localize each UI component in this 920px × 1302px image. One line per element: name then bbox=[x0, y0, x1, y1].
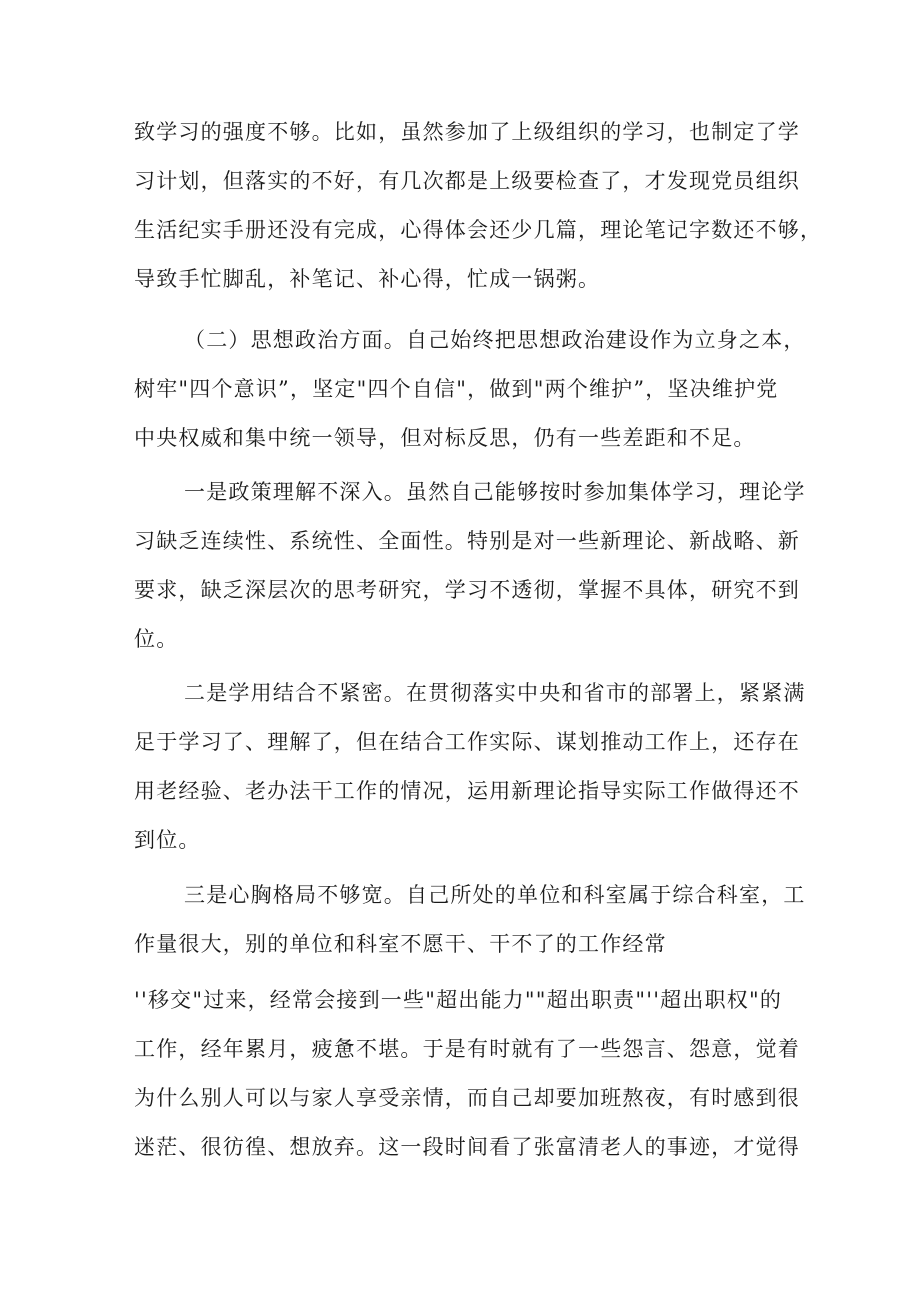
text-line: 为什么别人可以与家人享受亲情，而自己却要加班熬夜，有时感到很 bbox=[134, 1086, 800, 1110]
text-line: 迷茫、很彷徨、想放弃。这一段时间看了张富清老人的事迹，才觉得 bbox=[134, 1135, 800, 1159]
section-heading-line: （二）思想政治方面。自己始终把思想政治建设作为立身之本， bbox=[184, 328, 806, 352]
text-line: 一是政策理解不深入。虽然自己能够按时参加集体学习，理论学 bbox=[184, 480, 806, 504]
text-line: 作量很大，别的单位和科室不愿干、干不了的工作经常 bbox=[134, 932, 667, 956]
text-line: 二是学用结合不紧密。在贯彻落实中央和省市的部署上，紧紧满 bbox=[184, 681, 806, 705]
text-line: 导致手忙脚乱，补笔记、补心得，忙成一锅粥。 bbox=[134, 267, 601, 291]
text-line: 三是心胸格局不够宽。自己所处的单位和科室属于综合科室，工 bbox=[184, 883, 806, 907]
text-line: 习缺乏连续性、系统性、全面性。特别是对一些新理论、新战略、新 bbox=[134, 529, 800, 553]
text-line: 树牢"四个意识”，坚定"四个自信"，做到"两个维护”，坚决维护党 bbox=[134, 377, 779, 401]
text-line: 位。 bbox=[134, 627, 179, 651]
text-line: 用老经验、老办法干工作的情况，运用新理论指导实际工作做得还不 bbox=[134, 779, 800, 803]
text-line: 到位。 bbox=[134, 828, 201, 852]
text-line: 生活纪实手册还没有完成，心得体会还少几篇，理论笔记字数还不够， bbox=[134, 218, 823, 242]
text-line: ''移交"过来，经常会接到一些"超出能力""超出职责"''超出职权"的 bbox=[134, 988, 783, 1012]
text-line: 中央权威和集中统一领导，但对标反思，仍有一些差距和不足。 bbox=[134, 426, 756, 450]
text-line: 致学习的强度不够。比如，虽然参加了上级组织的学习，也制定了学 bbox=[134, 120, 800, 144]
text-line: 工作，经年累月，疲惫不堪。于是有时就有了一些怨言、怨意，觉着 bbox=[134, 1037, 800, 1061]
text-line: 要求，缺乏深层次的思考研究，学习不透彻，掌握不具体，研究不到 bbox=[134, 578, 800, 602]
text-line: 足于学习了、理解了，但在结合工作实际、谋划推动工作上，还存在 bbox=[134, 730, 800, 754]
text-line: 习计划，但落实的不好，有几次都是上级要检查了，才发现党员组织 bbox=[134, 169, 800, 193]
